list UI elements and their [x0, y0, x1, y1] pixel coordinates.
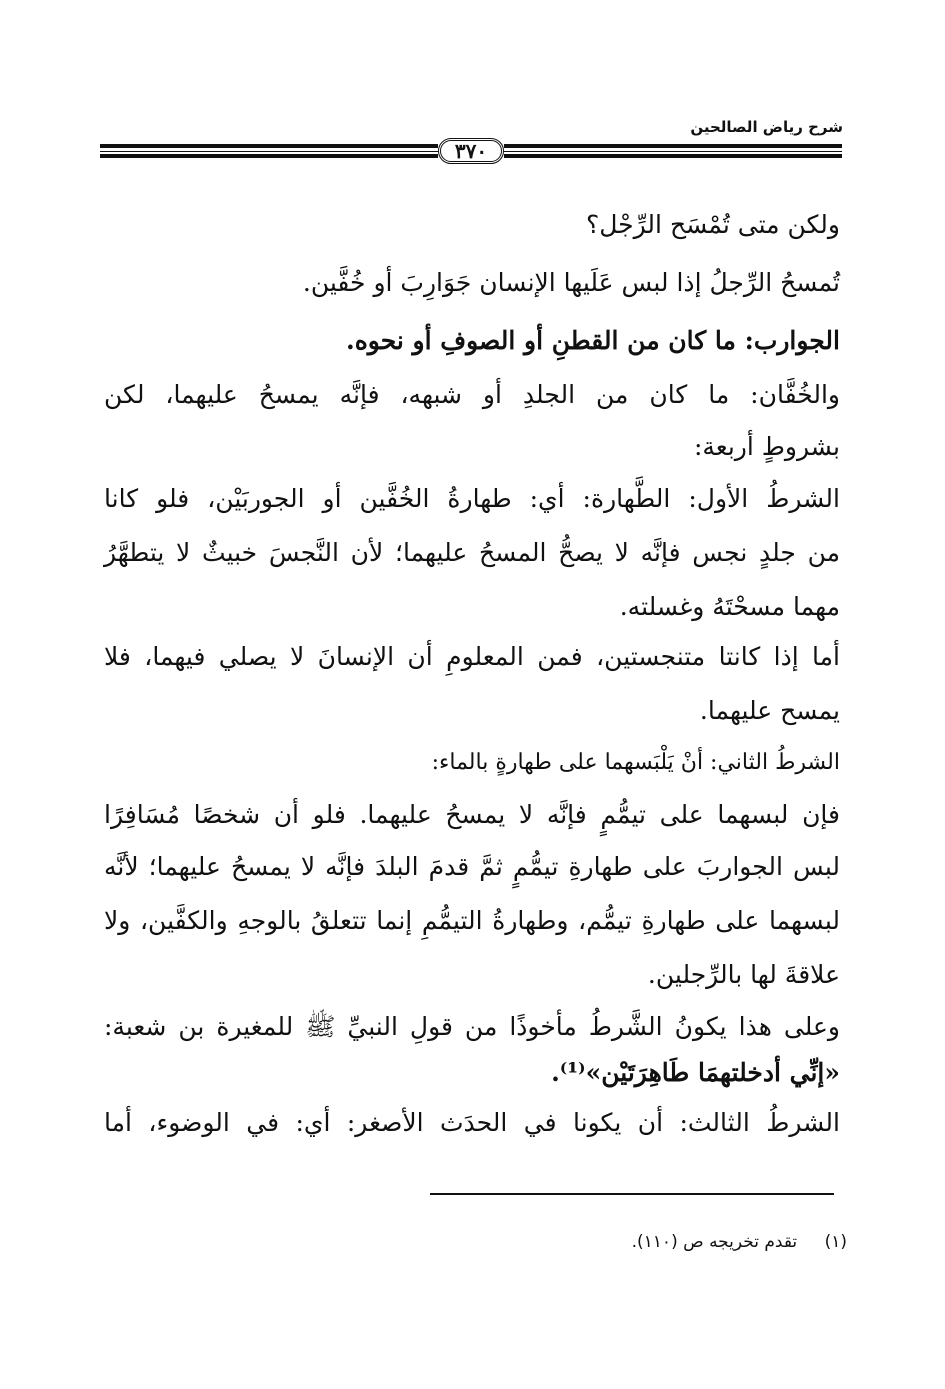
page-number: ٣٧٠	[438, 138, 504, 164]
body-line: بشروطٍ أربعة:	[693, 432, 840, 461]
body-line: والخُفَّان: ما كان من الجلدِ أو شبهه، فإنَّه يمسحُ عليهما، لكن	[104, 380, 840, 409]
body-line: الشرطُ الأول: الطَّهارة: أي: طهارةُ الخُفَّين أو الجوربَيْن، فلو كانا	[104, 484, 840, 513]
body-line: أما إذا كانتا متنجستين، فمن المعلومِ أن الإنسانَ لا يصلي فيهما، فلا	[104, 642, 840, 671]
footnote-text: تقدم تخريجه ص (١١٠).	[631, 1232, 798, 1252]
body-line: الشرطُ الثاني: أنْ يَلْبَسهما على طهارةٍ بالماء:	[431, 750, 840, 775]
footnote	[632, 1232, 847, 1252]
body-line: علاقةَ لها بالرِّجلين.	[647, 960, 840, 989]
body-line: وعلى هذا يكونُ الشَّرطُ مأخوذًا من قولِ النبيِّ ﷺ للمغيرة بن شعبة:	[104, 1012, 840, 1041]
body-line: لبسهما على طهارةِ تيمُّم، وطهارةُ التيمُّمِ إنما تتعلقُ بالوجهِ والكفَّين، ولا	[104, 906, 840, 935]
hadith-quote: «إنِّي أدخلتهمَا طَاهِرَتَيْن»⁽¹⁾.	[551, 1058, 840, 1087]
running-title: شرح رياض الصالحين	[690, 118, 843, 136]
header-rule	[100, 138, 842, 168]
body-line: من جلدٍ نجس فإنَّه لا يصحُّ المسحُ عليهما؛ لأن النَّجسَ خبيثٌ لا يتطهَّرُ	[104, 538, 840, 567]
header-rule-left	[100, 144, 438, 158]
body-line: ولكن متى تُمْسَح الرِّجْل؟	[585, 210, 840, 239]
body-line: الجوارب: ما كان من القطنِ أو الصوفِ أو نحوه.	[345, 326, 840, 355]
body-line: مهما مسحْتَهُ وغسلته.	[619, 592, 840, 621]
header-rule-right	[504, 144, 842, 158]
footnote-marker: (١)	[824, 1232, 847, 1252]
footnote-separator	[430, 1193, 834, 1195]
body-line: يمسح عليهما.	[699, 696, 840, 725]
body-line: فإن لبسهما على تيمُّمٍ فإنَّه لا يمسحُ عليهما. فلو أن شخصًا مُسَافِرًا	[104, 800, 840, 829]
body-line: لبس الجواربَ على طهارةِ تيمُّمٍ ثمَّ قدمَ البلدَ فإنَّه لا يمسحُ عليهما؛ لأنَّه	[104, 852, 840, 881]
body-line: الشرطُ الثالث: أن يكونا في الحدَث الأصغر: أي: في الوضوء، أما	[104, 1108, 840, 1137]
body-line: تُمسحُ الرِّجلُ إذا لبس عَلَيها الإنسان جَوَارِبَ أو خُفَّين.	[302, 268, 840, 297]
